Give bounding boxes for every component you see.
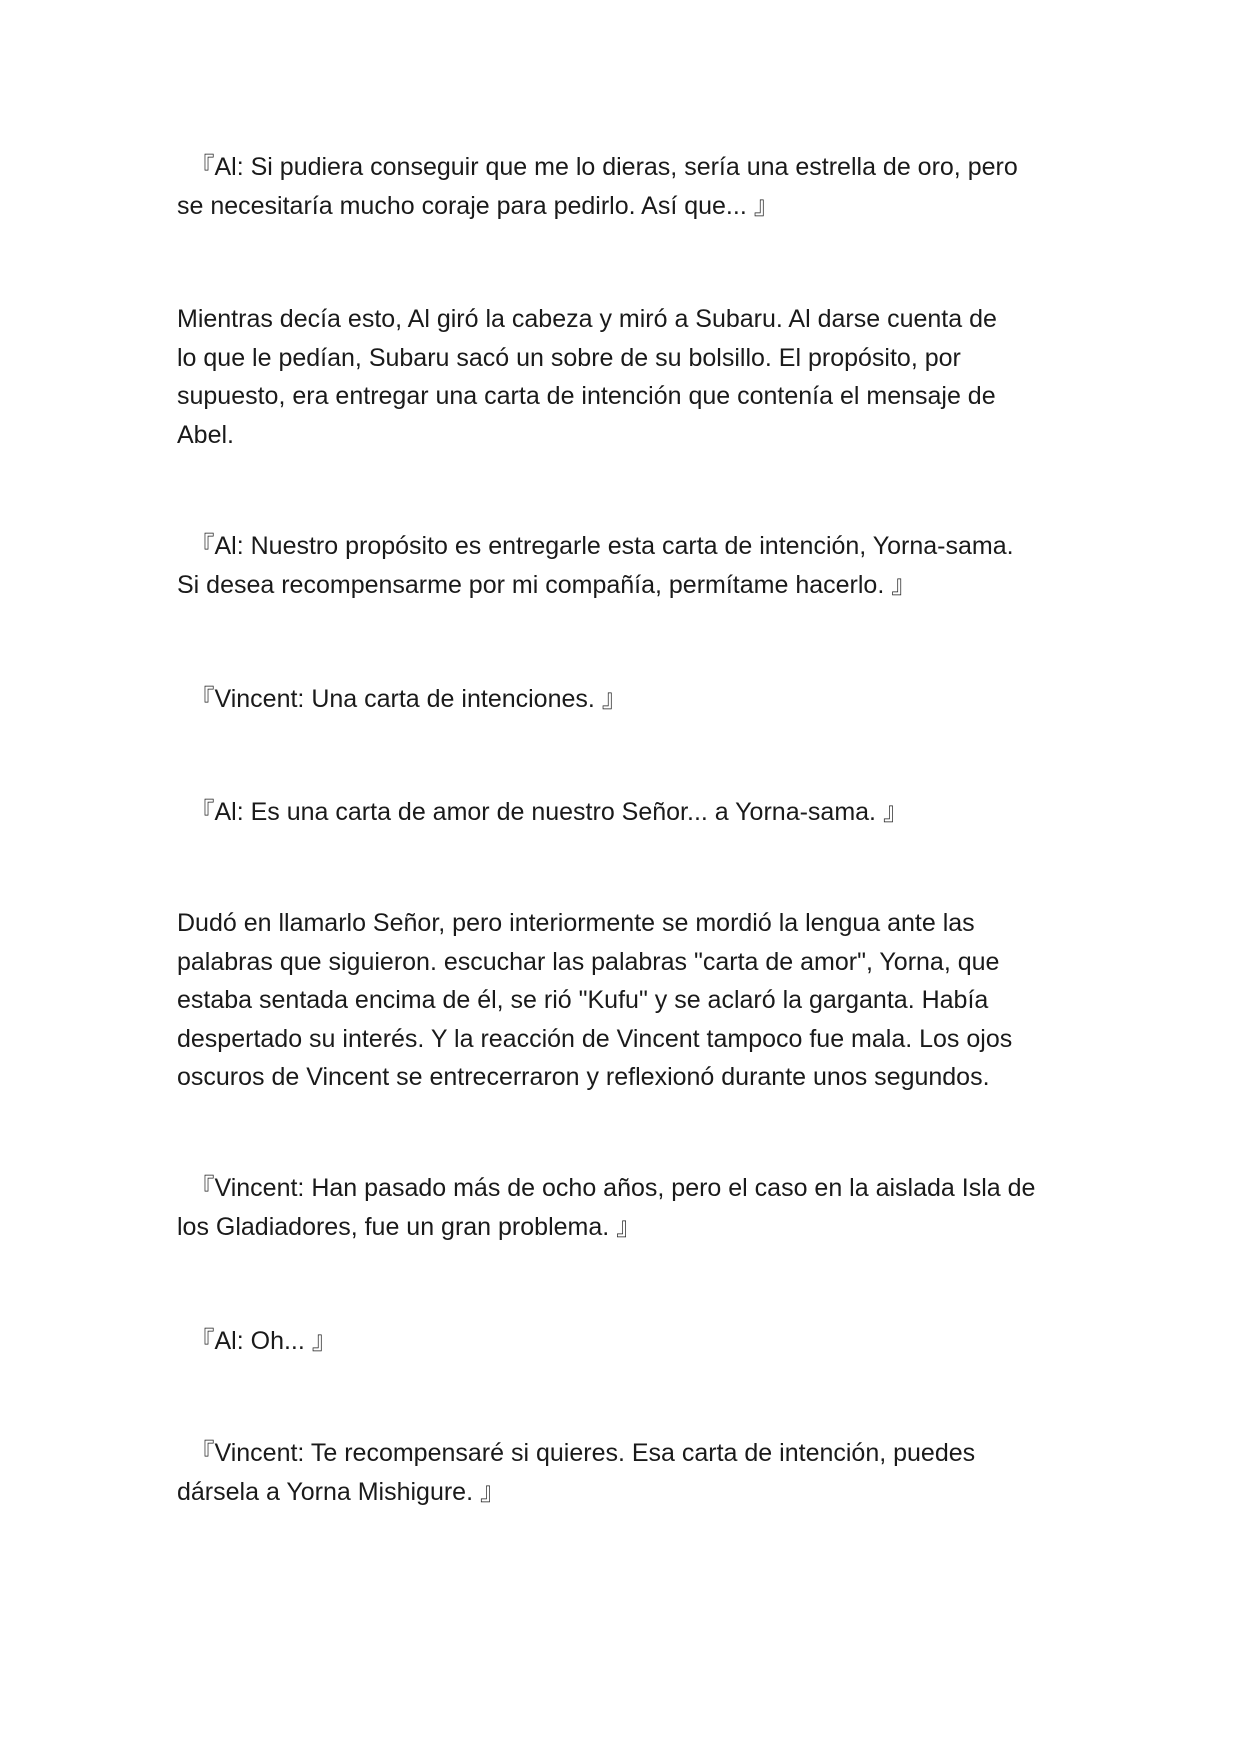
paragraph-5: 『Al: Es una carta de amor de nuestro Señor... a Yorna-sama. 』 [177, 798, 908, 826]
paragraph-1: 『Al: Si pudiera conseguir que me lo dieras, sería una estrella de oro, pero se necesitaría mucho coraje para pedirlo. Así que... 』 [177, 153, 1018, 220]
paragraph-9: 『Vincent: Te recompensaré si quieres. Esa carta de intención, puedes dársela a Yorna Mishigure. 』 [177, 1439, 976, 1506]
paragraph-2: Mientras decía esto, Al giró la cabeza y miró a Subaru. Al darse cuenta de lo que le pedían, Subaru sacó un sobre de su bolsillo. El propósito, por supuesto, era entregar una carta de intención que contenía el mensaje de Abel. [177, 305, 997, 449]
paragraph-4: 『Vincent: Una carta de intenciones. 』 [177, 685, 627, 713]
paragraph-7: 『Vincent: Han pasado más de ocho años, pero el caso en la aislada Isla de los Gladiadores, fue un gran problema. 』 [177, 1174, 1036, 1241]
paragraph-8: 『Al: Oh... 』 [177, 1327, 337, 1355]
paragraph-3: 『Al: Nuestro propósito es entregarle esta carta de intención, Yorna-sama. Si desea recompensarme por mi compañía, permítame hacerlo. 』 [177, 532, 1014, 599]
paragraph-6: Dudó en llamarlo Señor, pero interiormente se mordió la lengua ante las palabras que siguieron. escuchar las palabras "carta de amor", Yorna, que estaba sentada encima de él, se rió "Kufu" y se aclaró la garganta. Había despertado su interés. Y la reacción de Vincent tampoco fue mala. Los ojos oscuros de Vincent se entrecerraron y reflexionó durante unos segundos. [177, 909, 1013, 1091]
